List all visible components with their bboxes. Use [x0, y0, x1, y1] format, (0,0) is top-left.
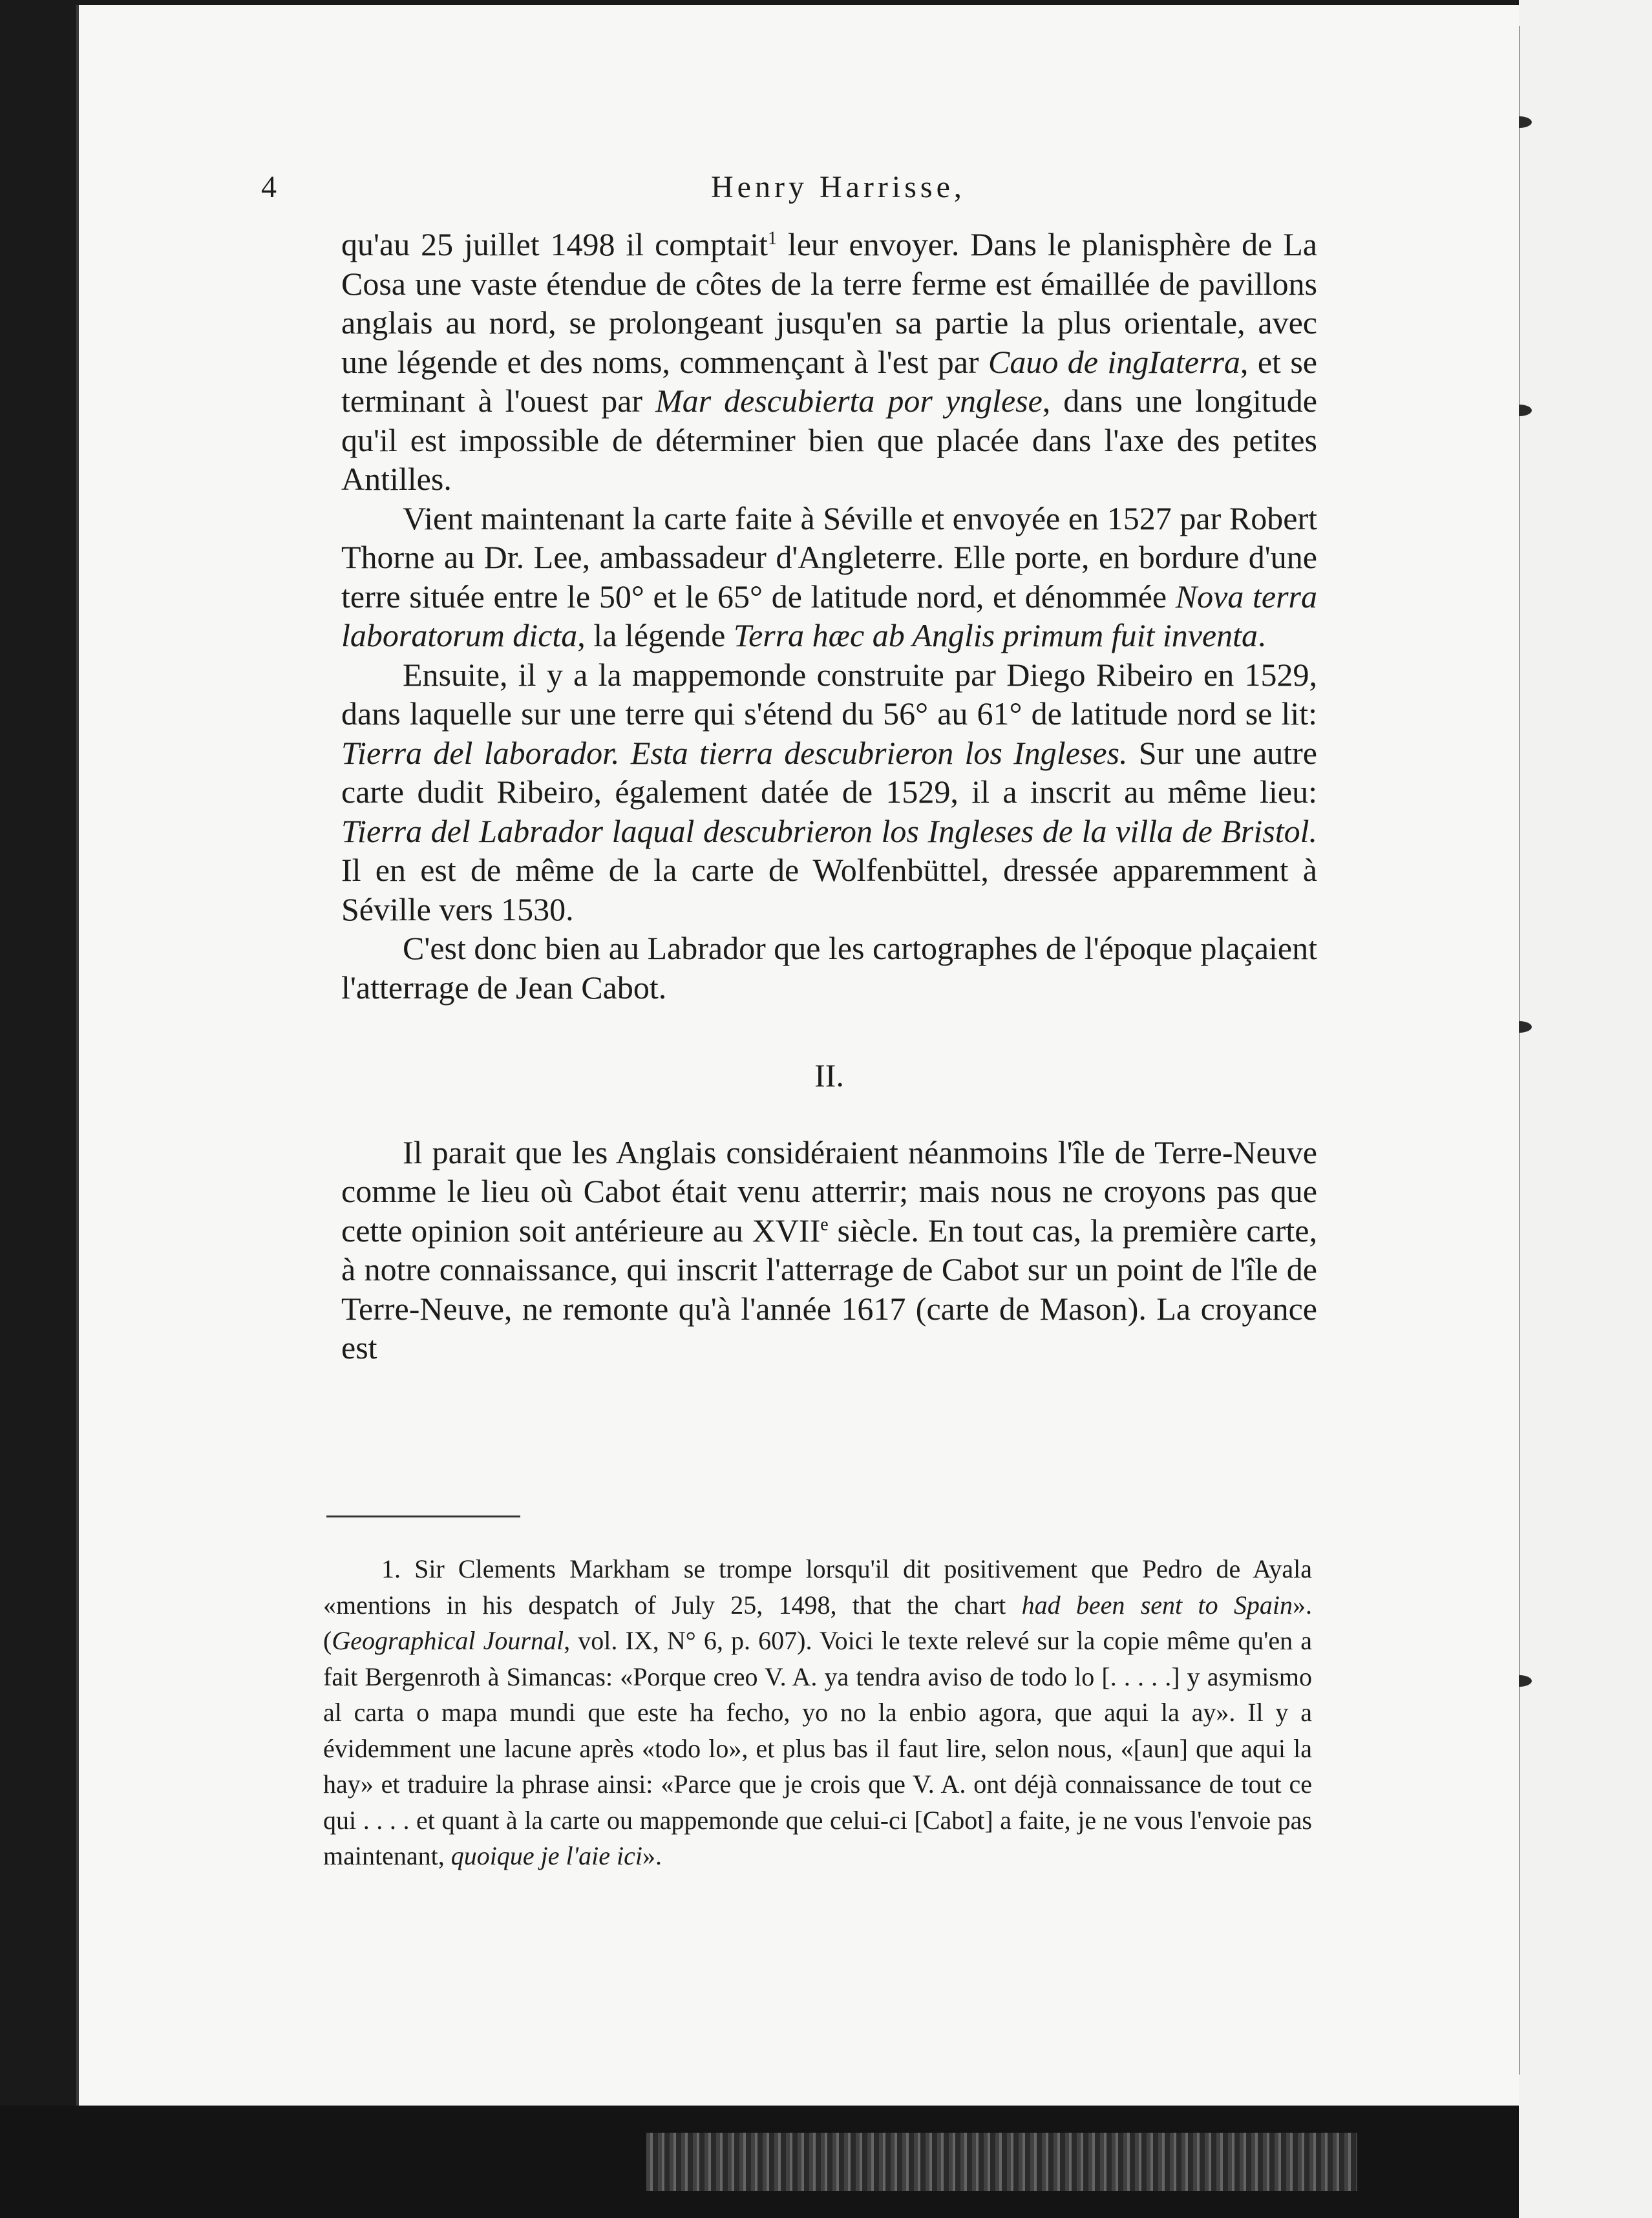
italic-text: Terra hæc ab Anglis primum fuit inventa: [733, 617, 1258, 653]
text-run: Sur une autre carte dudit Ribeiro, également datée de 1529, il a inscrit au même lieu:: [341, 734, 1317, 810]
text-run: Il en est de même de la carte de Wolfenbüttel, dressée apparemment à Séville vers 1530.: [341, 852, 1317, 927]
italic-text: Cauo de ingIaterra: [988, 343, 1240, 380]
italic-text: had been sent to Spain: [1021, 1590, 1293, 1620]
footnote-marker: 1: [768, 228, 778, 249]
italic-text: Nova terra laboratorum dicta: [341, 578, 1317, 653]
italic-text: Tierra del laborador. Esta tierra descubrieron los Ingleses.: [341, 734, 1128, 771]
text-run: siècle. En tout cas, la première carte, à notre connaissance, qui inscrit l'atterrage de Cabot sur un point de l'île de Terre-Neuve, ne remonte qu'à l'année 1617 (carte de Mason). La croyance est: [341, 1212, 1318, 1366]
italic-text: Mar descubierta por ynglese: [655, 383, 1043, 419]
paragraph: [341, 929, 1317, 1007]
text-run: Vient maintenant la carte faite à Séville et envoyée en 1527 par Robert Thorne au Dr. Lee, ambassadeur d'Angleterre. Elle porte, en bordure d'une terre située entre le 50° et le 65° de latitude nord, et dénommée: [341, 500, 1317, 615]
section-heading: II.: [814, 1057, 844, 1093]
running-title: Henry Harrisse,: [711, 170, 966, 204]
paragraph: [341, 225, 1317, 499]
text-run: C'est donc bien au Labrador que les cartographes de l'époque plaçaient l'atterrage de Jean Cabot.: [341, 930, 1317, 1006]
text-run: 1. Sir Clements Markham se trompe lorsqu'il dit positivement que Pedro de Ayala «mentions in his despatch of July 25, 1498, that the chart: [323, 1554, 1312, 1620]
paragraph: [341, 1133, 1317, 1368]
text-run: ». (: [323, 1590, 1312, 1655]
text-run: ».: [642, 1841, 662, 1870]
paragraph: [341, 499, 1317, 655]
footnote: [323, 1551, 1312, 1874]
facing-page-edge: [1519, 0, 1652, 2218]
footnote-rule: [326, 1516, 520, 1517]
text-run: , et se terminant à l'ouest par: [341, 343, 1318, 419]
facing-page-strip: [646, 2133, 1357, 2191]
text-run: , la légende: [577, 617, 734, 653]
italic-text: Tierra del Labrador laqual descubrieron los Ingleses de la villa de Bristol.: [341, 812, 1317, 849]
italic-text: Geographical Journal: [332, 1626, 564, 1655]
italic-text: quoique je l'aie ici: [450, 1841, 642, 1870]
text-run: .: [1258, 617, 1266, 653]
text-run: , dans une longitude qu'il est impossible de déterminer bien que placée dans l'axe des petites Antilles.: [341, 383, 1317, 497]
text-run: , vol. IX, N° 6, p. 607). Voici le texte relevé sur la copie même qu'en a fait Bergenroth à Simancas: «Porque creo V. A. ya tendra aviso de todo lo [. . . . .] y asymismo al carta o mapa mundi que este ha fecho, yo no la enbio agora, que aqui la ay». Il y a évidemment une lacune après «todo lo», et plus bas il faut lire, selon nous, «[aun] que aqui la hay» et traduire la phrase ainsi: «Parce que je crois que V. A. ont déjà connaissance de tout ce qui . . . . et quant à la carte ou mappemonde que celui-ci [Cabot] a faite, je ne vous l'envoie pas maintenant,: [323, 1626, 1312, 1870]
main-text: [341, 225, 1317, 1368]
text-run: leur envoyer. Dans le planisphère de La Cosa une vaste étendue de côtes de la terre ferme est émaillée de pavillons anglais au nord, se prolongeant jusqu'en sa partie la plus orientale, avec une légende et des noms, commençant à l'est par: [341, 226, 1317, 380]
text-run: Il parait que les Anglais considéraient néanmoins l'île de Terre-Neuve comme le lieu où Cabot était venu atterrir; mais nous ne croyons pas que cette opinion soit antérieure au XVII: [341, 1134, 1317, 1249]
footnote-marker: e: [820, 1214, 829, 1234]
text-run: qu'au 25 juillet 1498 il comptait: [341, 226, 768, 262]
text-run: Ensuite, il y a la mappemonde construite par Diego Ribeiro en 1529, dans laquelle sur une terre qui s'étend du 56° au 61° de latitude nord se lit:: [341, 656, 1317, 732]
page-number: 4: [261, 170, 277, 204]
paragraph: [341, 655, 1317, 929]
footnotes: [323, 1551, 1312, 1874]
